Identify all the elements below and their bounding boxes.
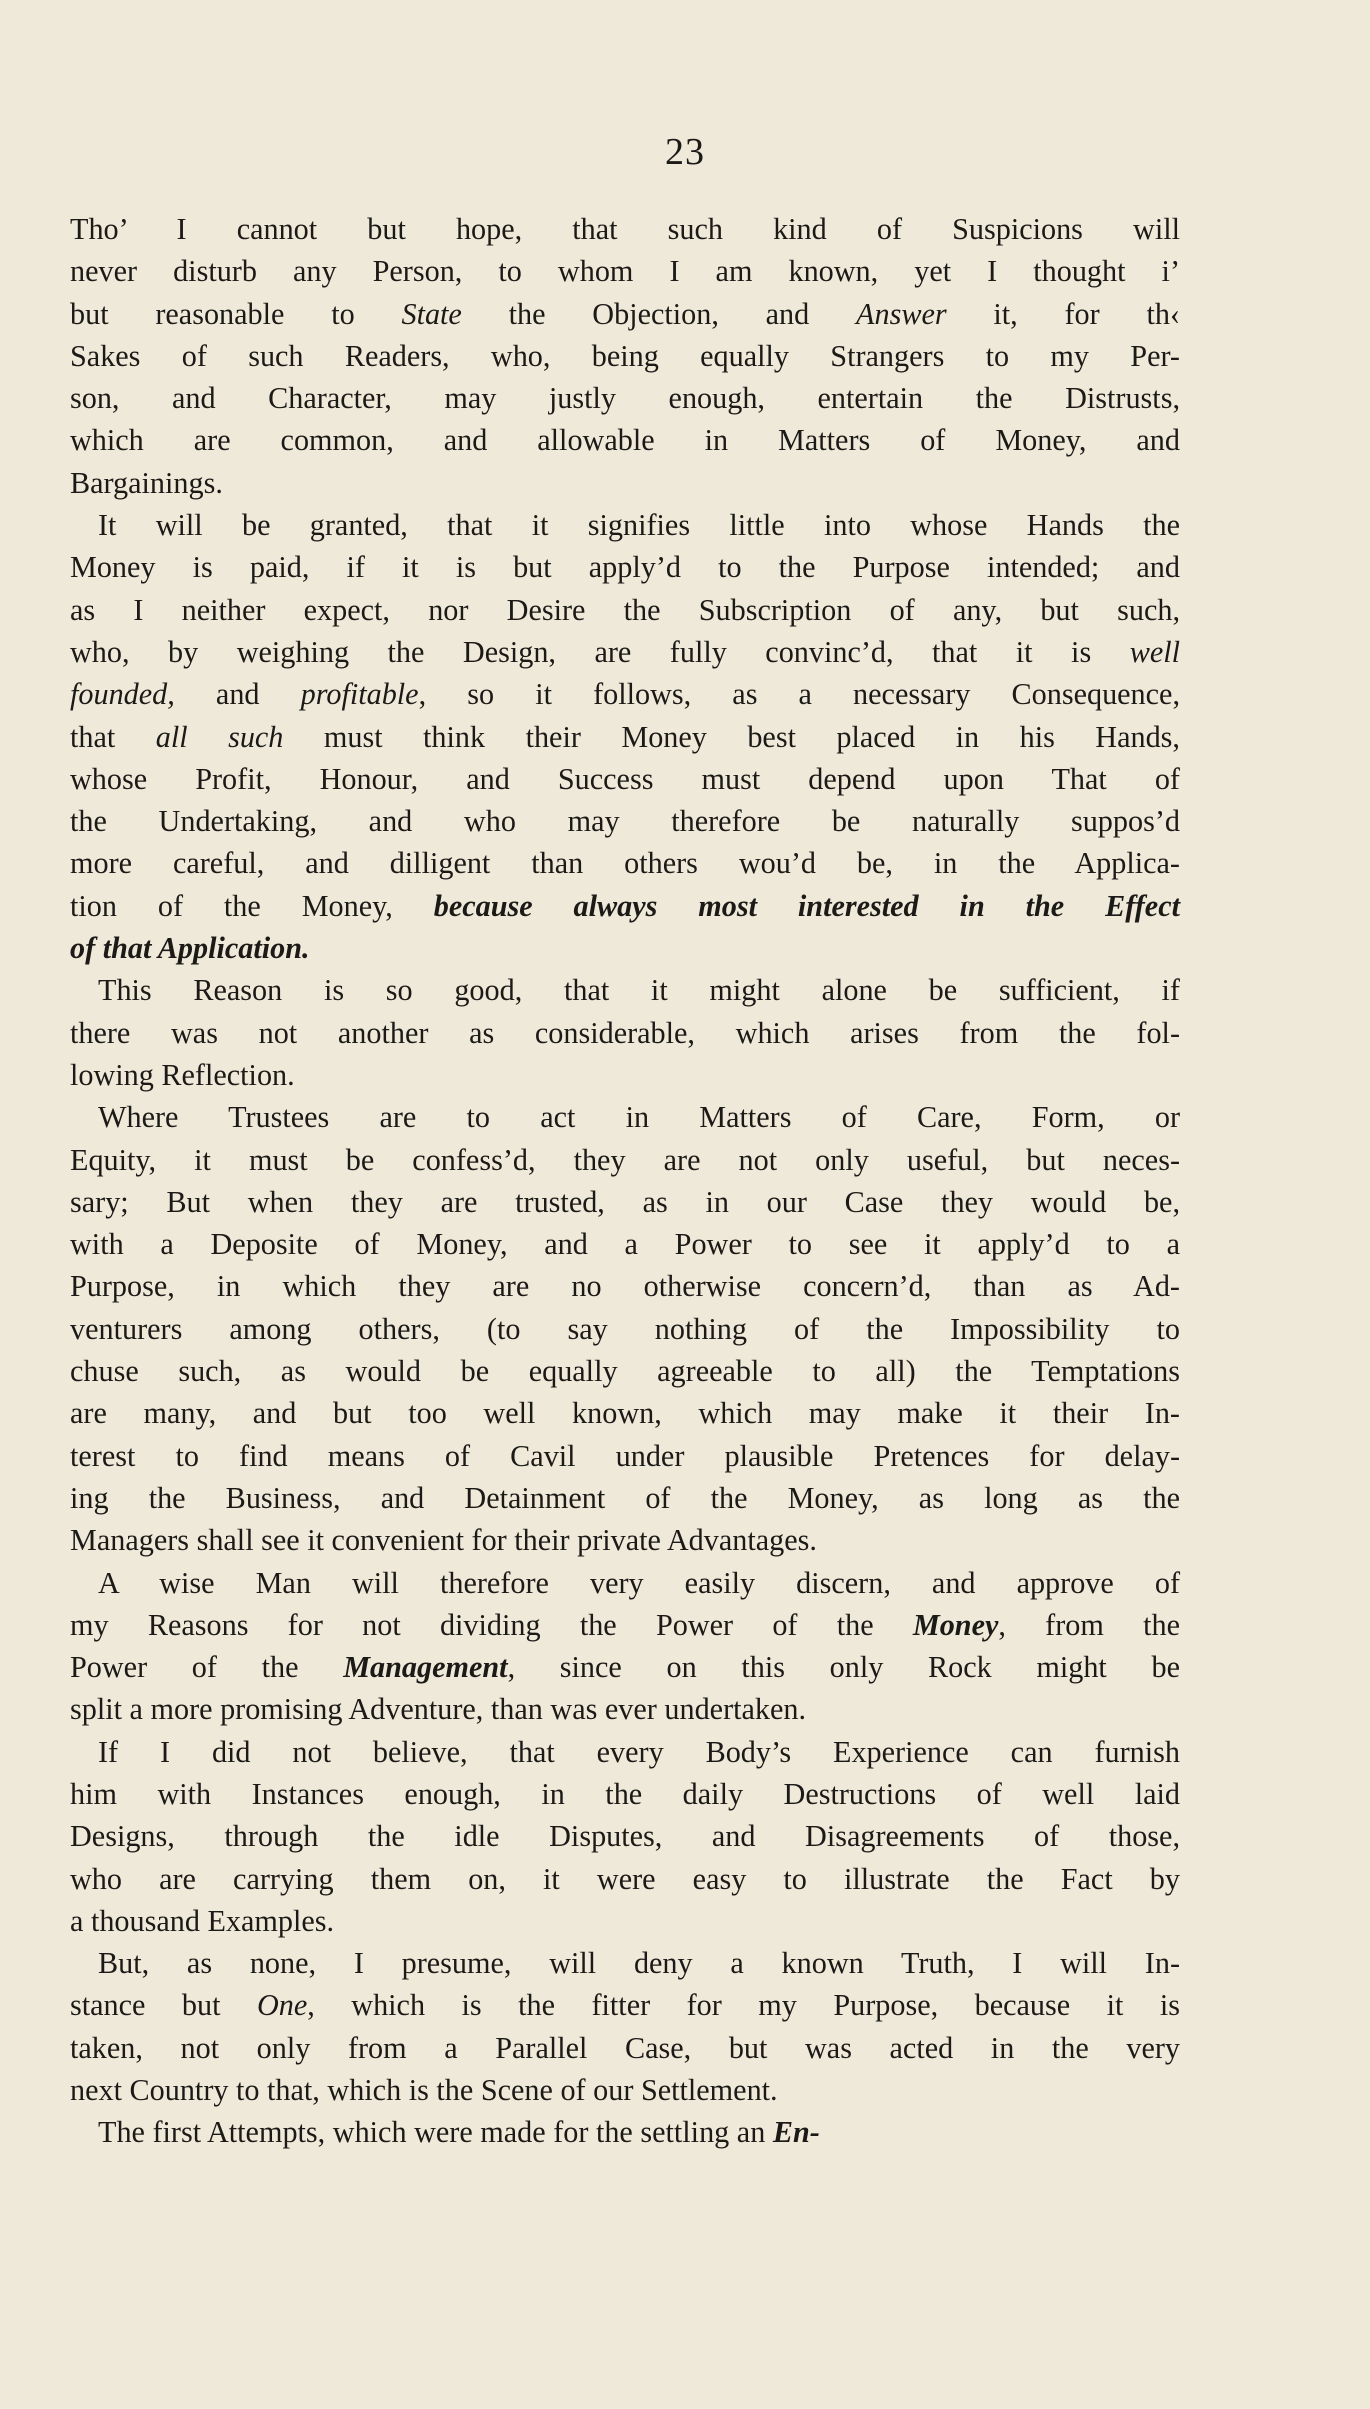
text-segment: Equity, it must be confess’d, they are not only useful, but neces- <box>70 1142 1180 1177</box>
text-segment: Designs, through the idle Disputes, and Disagreements of those, <box>70 1819 1180 1854</box>
text-segment: that <box>70 719 156 754</box>
text-segment: sary; But when they are trusted, as in our Case they would be, <box>70 1184 1180 1219</box>
text-line <box>70 1308 1180 1350</box>
text-segment: are many, and but too well known, which may make it their In- <box>70 1396 1180 1431</box>
text-segment: En- <box>772 2115 820 2150</box>
text-segment: must think their Money best placed in his Hands, <box>283 719 1180 754</box>
text-segment: , since on this only Rock might be <box>507 1650 1180 1685</box>
text-line <box>70 1054 1180 1096</box>
text-segment: with a Deposite of Money, and a Power to see it apply’d to a <box>70 1227 1180 1262</box>
text-segment: who, by weighing the Design, are fully convinc’d, that it is <box>70 634 1130 669</box>
text-segment: taken, not only from a Parallel Case, but was acted in the very <box>70 2030 1180 2065</box>
text-segment: Tho’ I cannot but hope, that such kind of Suspicions will <box>70 212 1180 246</box>
text-line <box>70 673 1180 715</box>
text-line <box>70 1942 1180 1984</box>
text-segment: chuse such, as would be equally agreeable to all) the Temptations <box>70 1354 1180 1389</box>
text-line <box>70 969 1180 1011</box>
text-segment: terest to find means of Cavil under plausible Pretences for delay- <box>70 1438 1180 1473</box>
text-line <box>70 419 1180 461</box>
paragraph <box>70 1562 1180 1731</box>
text-segment: This Reason is so good, that it might alone be sufficient, if <box>98 973 1180 1008</box>
text-segment: ing the Business, and Detainment of the Money, as long as the <box>70 1480 1180 1515</box>
text-segment: , which is the fitter for my Purpose, because it is <box>307 1988 1181 2023</box>
text-segment: my Reasons for not dividing the Power of the <box>70 1607 913 1642</box>
text-segment: The first Attempts, which were made for the settling an <box>98 2115 773 2150</box>
text-segment: lowing Reflection. <box>70 1057 295 1092</box>
text-line <box>70 885 1180 927</box>
text-line <box>70 1815 1180 1857</box>
text-segment: never disturb any Person, to whom I am known, yet I thought i’ <box>70 254 1180 289</box>
paragraph <box>70 208 1180 504</box>
text-line <box>70 1773 1180 1815</box>
text-line <box>70 2069 1180 2111</box>
text-segment: all such <box>155 719 284 754</box>
text-line <box>70 1984 1180 2026</box>
text-segment: Managers shall see it convenient for their private Advantages. <box>70 1523 817 1558</box>
text-segment: Answer <box>856 296 947 331</box>
text-line <box>70 504 1180 546</box>
page-body-text <box>70 208 1180 2154</box>
paragraph <box>70 1731 1180 1942</box>
text-segment: Money <box>912 1607 999 1642</box>
text-line <box>70 1435 1180 1477</box>
text-line <box>70 1012 1180 1054</box>
text-line <box>70 2111 1180 2153</box>
page-number: 23 <box>665 131 705 173</box>
text-line <box>70 927 1180 969</box>
text-segment: whose Profit, Honour, and Success must depend upon That of <box>70 761 1180 796</box>
text-segment: It will be granted, that it signifies little into whose Hands the <box>98 508 1180 543</box>
text-line <box>70 462 1180 504</box>
text-segment: the Undertaking, and who may therefore be naturally suppos’d <box>70 804 1180 839</box>
text-segment: there was not another as considerable, which arises from the fol- <box>70 1015 1180 1050</box>
text-segment: and <box>174 677 301 712</box>
paragraph <box>70 504 1180 969</box>
text-line <box>70 2027 1180 2069</box>
text-segment: Purpose, in which they are no otherwise concern’d, than as Ad- <box>70 1269 1180 1304</box>
paragraph <box>70 1096 1180 1561</box>
text-line <box>70 589 1180 631</box>
text-line <box>70 800 1180 842</box>
text-segment: Bargainings. <box>70 465 223 500</box>
text-line <box>70 1096 1180 1138</box>
text-line <box>70 250 1180 292</box>
text-line <box>70 1519 1180 1561</box>
text-segment: A wise Man will therefore very easily discern, and approve of <box>98 1565 1180 1600</box>
text-segment: next Country to that, which is the Scene of our Settlement. <box>70 2073 778 2108</box>
text-line <box>70 716 1180 758</box>
text-segment: split a more promising Adventure, than was ever undertaken. <box>70 1692 807 1727</box>
text-segment: the Objection, and <box>461 296 857 331</box>
text-segment: well <box>1129 634 1180 669</box>
text-line <box>70 1604 1180 1646</box>
text-line <box>70 1392 1180 1434</box>
text-line <box>70 208 1180 250</box>
text-line <box>70 293 1180 335</box>
text-line <box>70 335 1180 377</box>
text-line <box>70 758 1180 800</box>
text-segment: Where Trustees are to act in Matters of Care, Form, or <box>98 1100 1180 1135</box>
paragraph <box>70 2111 1180 2153</box>
text-line <box>70 1181 1180 1223</box>
text-segment: venturers among others, (to say nothing of the Impossibility to <box>70 1311 1180 1346</box>
text-segment: But, as none, I presume, will deny a known Truth, I will In- <box>98 1946 1180 1981</box>
text-segment: , from the <box>998 1607 1180 1642</box>
text-segment: One <box>256 1988 308 2023</box>
text-segment: as I neither expect, nor Desire the Subscription of any, but such, <box>70 592 1180 627</box>
text-segment: founded, <box>70 677 175 712</box>
text-segment: more careful, and dilligent than others wou’d be, in the Applica- <box>70 846 1180 881</box>
text-line <box>70 1731 1180 1773</box>
text-segment: Power of the <box>70 1650 344 1685</box>
text-line <box>70 377 1180 419</box>
paragraph <box>70 969 1180 1096</box>
text-line <box>70 1562 1180 1604</box>
text-segment: who are carrying them on, it were easy to illustrate the Fact by <box>70 1861 1180 1896</box>
text-segment: State <box>401 296 462 331</box>
text-segment: because always most interested in the Effect <box>433 888 1180 923</box>
text-line <box>70 1900 1180 1942</box>
text-segment: him with Instances enough, in the daily Destructions of well laid <box>70 1776 1180 1811</box>
text-line <box>70 1223 1180 1265</box>
text-segment: which are common, and allowable in Matters of Money, and <box>70 423 1180 458</box>
text-segment: , so it follows, as a necessary Consequence, <box>418 677 1180 712</box>
text-segment: Money is paid, if it is but apply’d to the Purpose intended; and <box>70 550 1180 585</box>
text-line <box>70 1858 1180 1900</box>
text-line <box>70 631 1180 673</box>
text-segment: If I did not believe, that every Body’s Experience can furnish <box>98 1734 1180 1769</box>
text-line <box>70 842 1180 884</box>
paragraph <box>70 1942 1180 2111</box>
text-line <box>70 546 1180 588</box>
text-segment: but reasonable to <box>70 296 402 331</box>
text-segment: stance but <box>70 1988 257 2023</box>
text-segment: tion of the Money, <box>70 888 434 923</box>
text-line <box>70 1350 1180 1392</box>
text-segment: son, and Character, may justly enough, entertain the Distrusts, <box>70 381 1180 416</box>
text-segment: a thousand Examples. <box>70 1903 335 1938</box>
text-line <box>70 1139 1180 1181</box>
text-segment: Sakes of such Readers, who, being equally Strangers to my Per- <box>70 338 1180 373</box>
text-segment: of that Application. <box>70 931 310 966</box>
text-line <box>70 1477 1180 1519</box>
text-line <box>70 1646 1180 1688</box>
text-line <box>70 1265 1180 1307</box>
text-line <box>70 1688 1180 1730</box>
text-segment: Management <box>343 1650 508 1685</box>
text-segment: profitable <box>300 677 419 712</box>
text-segment: it, for th‹ <box>946 296 1180 331</box>
